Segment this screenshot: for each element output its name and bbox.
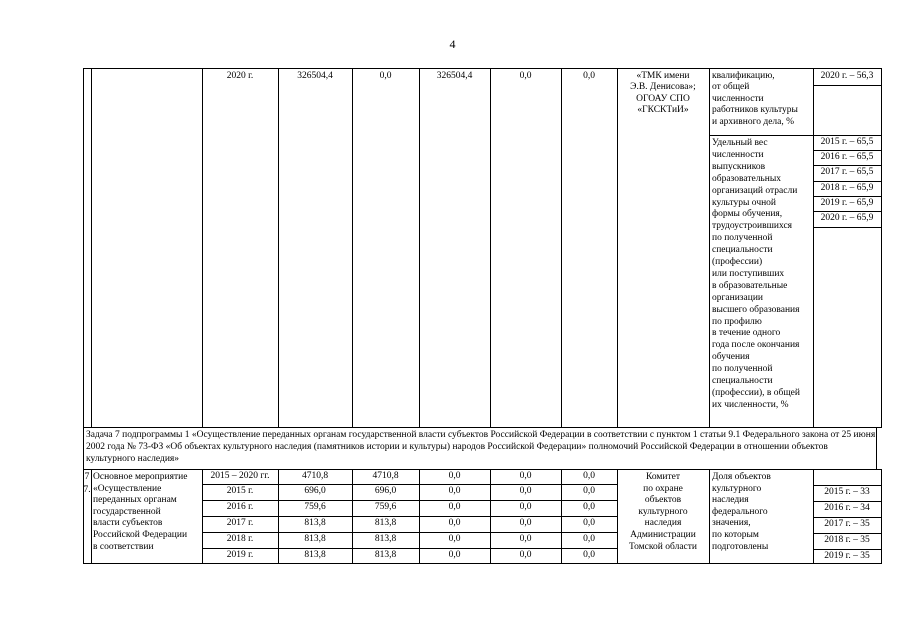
local-cell: 0,0	[519, 486, 532, 496]
total-cell: 813,8	[304, 550, 326, 560]
col-border	[561, 68, 562, 427]
value-box-line	[813, 227, 881, 228]
indicator-line: численности	[712, 149, 764, 160]
indicator-value: 2015 г. – 33	[824, 487, 870, 497]
measure-line: Российской Федерации	[93, 530, 188, 540]
executor-line: Комитет	[645, 472, 681, 482]
indicator-line: и архивного дела, %	[712, 116, 795, 127]
indicator-line: выпускников	[712, 161, 766, 172]
value-box-line	[813, 485, 881, 486]
extra-cell: 0,0	[583, 502, 595, 512]
indicator-value: 2016 г. – 34	[824, 503, 870, 513]
indicator-line: образовательных	[712, 173, 781, 184]
federal-cell: 813,8	[374, 518, 397, 528]
indicator-value: 2015 г. – 65,5	[820, 137, 874, 147]
indicator-line: по полученной	[712, 233, 773, 244]
extra-cell: 0,0	[583, 518, 595, 528]
extra-cell: 0,0	[583, 471, 595, 481]
col-border	[91, 469, 92, 564]
indicator-value: 2016 г. – 65,5	[820, 152, 874, 162]
indicator-line: обучения	[712, 352, 750, 363]
federal-cell: 813,8	[374, 550, 397, 560]
indicator-line: или поступивших	[712, 268, 785, 279]
indicator-line: специальности	[712, 376, 773, 386]
col-border	[490, 68, 491, 427]
row-line	[83, 469, 202, 470]
executor-line: Томской области	[629, 541, 697, 552]
extra-cell: 0,0	[583, 486, 595, 496]
col-border	[83, 427, 84, 470]
row-number: 7	[84, 472, 90, 482]
col-border	[876, 427, 877, 470]
indicator-line: высшего образования	[712, 304, 800, 315]
table-bottom-border	[83, 563, 882, 564]
col-border	[202, 68, 203, 427]
indicator-line: наследия	[712, 495, 749, 506]
regional-cell: 0,0	[448, 534, 461, 544]
indicator-line: Доля объектов	[712, 472, 771, 482]
regional-cell: 0,0	[448, 471, 461, 481]
indicator-line: в течение одного	[712, 328, 781, 339]
executor-line: объектов	[644, 495, 682, 506]
executor-line: ОГОАУ СПО	[636, 93, 690, 104]
executor-line: Администрации	[630, 530, 696, 540]
indicator-value: 2017 г. – 35	[824, 519, 870, 529]
indicator-value: 2020 г. – 56,3	[820, 71, 874, 81]
row-line	[202, 484, 617, 485]
value-box-line	[813, 501, 881, 502]
row-line	[202, 516, 617, 517]
indicator-line: в образовательные	[712, 280, 788, 291]
federal-cell: 696,0	[374, 486, 397, 496]
row-line	[617, 469, 881, 470]
measure-line: «Осуществление	[93, 483, 162, 494]
indicator-line: формы обучения,	[712, 209, 783, 220]
year-cell: 2018 г.	[226, 534, 254, 544]
year-cell: 2020 г.	[226, 71, 254, 81]
value-box-line	[813, 549, 881, 550]
local-cell: 0,0	[519, 502, 532, 512]
indicator-value: 2018 г. – 65,9	[820, 183, 874, 193]
col-border	[709, 68, 710, 427]
regional-cell: 0,0	[448, 502, 461, 512]
extra-cell: 0,0	[583, 534, 595, 544]
indicator-line: специальности	[712, 245, 773, 256]
year-cell: 2016 г.	[226, 502, 254, 512]
value-box-line	[813, 150, 881, 151]
local-cell: 0,0	[519, 550, 532, 560]
local-cell: 0,0	[519, 518, 532, 528]
executor-line: «ГКСКТиИ»	[637, 105, 689, 116]
col-border	[91, 68, 92, 427]
total-cell: 326504,4	[297, 71, 333, 81]
year-cell: 2015 – 2020 гг.	[210, 471, 270, 481]
measure-line: власти субъектов	[93, 518, 163, 529]
value-box-line	[813, 85, 881, 86]
federal-cell: 0,0	[379, 71, 392, 81]
value-box-line	[813, 181, 881, 182]
indicator-line: их численности, %	[712, 399, 789, 410]
col-border	[709, 469, 710, 564]
total-cell: 813,8	[304, 534, 326, 544]
col-border	[813, 68, 814, 427]
col-border	[881, 68, 882, 427]
year-cell: 2015 г.	[226, 486, 254, 496]
indicator-line: организации	[712, 292, 764, 303]
col-border	[617, 68, 618, 427]
col-border	[419, 68, 420, 427]
total-cell: 4710,8	[301, 471, 329, 481]
task-heading: Задача 7 подпрограммы 1 «Осуществление переданных органам государственной власти субъектов Российской Федерации в соответствии с пунктом 1 статьи 9.1 Федерального закона от 25 июня 2002 года № 73-ФЗ «Об объектах культурного наследия (памятников истории и культуры) народов Российской Федерации» полномочий Российской Федерации в отношении объектов культурного наследия»	[86, 430, 876, 464]
indicator-line: квалификацию,	[712, 71, 775, 81]
indicator-line: по которым	[712, 530, 759, 540]
indicator-line: года после окончания	[712, 340, 800, 351]
measure-line: в соответствии	[93, 541, 154, 552]
executor-line: по охране	[643, 483, 683, 494]
year-cell: 2017 г.	[226, 518, 254, 528]
indicator-value: 2020 г. – 65,9	[820, 213, 874, 223]
regional-cell: 0,0	[448, 550, 461, 560]
indicator-line: по профилю	[712, 316, 762, 327]
indicator-line: по полученной	[712, 364, 773, 375]
col-border	[83, 68, 84, 427]
regional-cell: 0,0	[448, 518, 461, 528]
value-box-line	[813, 196, 881, 197]
executor-line: культурного	[638, 506, 688, 517]
total-cell: 813,8	[304, 518, 326, 528]
executor-line: Э.В. Денисова»;	[630, 82, 696, 93]
value-box-line	[813, 517, 881, 518]
extra-cell: 0,0	[583, 71, 595, 81]
federal-cell: 759,6	[374, 502, 397, 512]
indicator-value: 2018 г. – 35	[824, 535, 870, 545]
col-border	[881, 469, 882, 564]
value-box-line	[813, 533, 881, 534]
indicator-line: подготовлены	[712, 541, 769, 552]
value-box-line	[813, 211, 881, 212]
row-line	[202, 469, 617, 470]
total-cell: 696,0	[304, 486, 326, 496]
measure-line: Основное мероприятие	[93, 472, 188, 482]
total-cell: 759,6	[304, 502, 326, 512]
task-top-border	[83, 427, 882, 428]
indicator-value: 2017 г. – 65,5	[820, 167, 874, 177]
value-box-line	[813, 563, 881, 564]
row-line	[202, 532, 617, 533]
regional-cell: 326504,4	[436, 71, 473, 81]
indicator-value: 2019 г. – 65,9	[820, 198, 874, 208]
federal-cell: 813,8	[374, 534, 397, 544]
row-number: 7.	[83, 485, 91, 495]
local-cell: 0,0	[519, 71, 532, 81]
executor-line: наследия	[644, 518, 682, 529]
indicator-line: культурного	[712, 483, 762, 494]
indicator-divider	[709, 135, 813, 136]
indicator-line: от общей	[712, 82, 750, 93]
indicator-line: значения,	[712, 518, 751, 529]
indicator-line: Удельный вес	[712, 138, 768, 148]
local-cell: 0,0	[519, 534, 532, 544]
col-border	[352, 68, 353, 427]
value-box-line	[813, 165, 881, 166]
federal-cell: 4710,8	[372, 471, 399, 481]
indicator-line: (профессии), в общей	[712, 387, 800, 398]
indicator-line: культуры очной	[712, 197, 777, 208]
indicator-line: работников культуры	[712, 105, 798, 116]
row-line	[202, 500, 617, 501]
measure-line: государственной	[93, 506, 161, 517]
value-box-line	[813, 135, 881, 136]
indicator-line: федерального	[712, 506, 768, 517]
regional-cell: 0,0	[448, 486, 461, 496]
col-border	[278, 68, 279, 427]
page-number: 4	[449, 37, 456, 51]
executor-line: «ТМК имени	[636, 71, 690, 81]
indicator-line: организаций отрасли	[712, 185, 798, 196]
measure-line: переданных органам	[93, 495, 177, 506]
indicator-line: (профессии)	[712, 257, 763, 267]
row-line	[202, 548, 617, 549]
indicator-line: численности	[712, 93, 764, 104]
local-cell: 0,0	[519, 471, 532, 481]
extra-cell: 0,0	[583, 550, 595, 560]
year-cell: 2019 г.	[226, 550, 254, 560]
indicator-value: 2019 г. – 35	[824, 551, 870, 561]
indicator-line: трудоустроившихся	[712, 221, 793, 232]
